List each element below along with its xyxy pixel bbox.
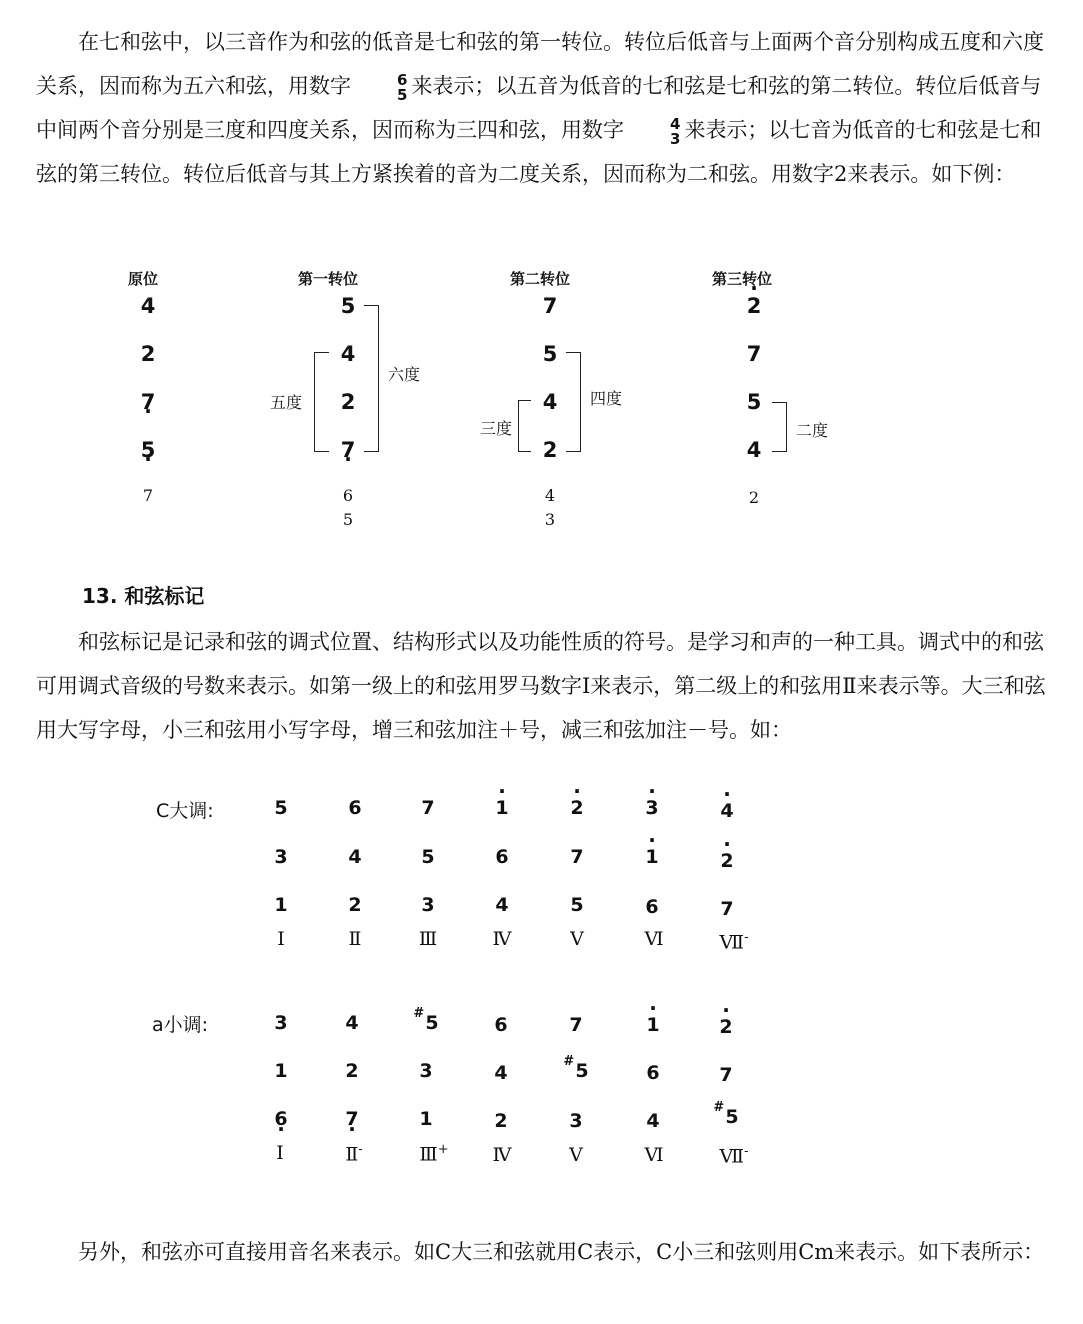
text-segment: 来表示；以五音为低音的七和弦是七和弦的第二转位。转位后低音与中间两个音分别是三度和四度关系，因而称为三四和弦，用数字 [36,74,1042,142]
fifth-label: 五度 [270,393,303,412]
a-roman-2 [332,1142,376,1165]
third-note-2: 7 [746,342,762,366]
a-mid-1: 1 [274,1060,288,1082]
a-bot-7 [711,1100,741,1128]
c-mid-1: 3 [274,846,288,868]
a-mid-4: 4 [494,1062,508,1084]
a-bot-3: 1 [419,1108,433,1130]
c-top-3: 7 [421,797,435,819]
a-roman-3 [412,1142,456,1165]
a-roman-6: Ⅵ [644,1144,664,1166]
roman-numeral: Ⅲ [419,1143,438,1166]
c-roman-1: Ⅰ [277,928,285,950]
c-bot-3: 3 [421,894,435,916]
fraction-bottom: 5 [397,85,408,104]
a-roman-1: Ⅰ [276,1142,284,1164]
roman-numeral: Ⅶ [719,1145,745,1168]
fifth-bracket [314,352,329,452]
diminished-mark: - [358,1142,363,1157]
a-bot-1: 6 · [266,1108,296,1130]
second-interval-bracket [772,402,787,452]
a-top-1: 3 [274,1012,288,1034]
c-top-5: · 2 [562,797,592,819]
first-note-3: 2 [340,390,356,414]
c-roman-4: Ⅳ [492,928,512,950]
second-figure-bottom: 3 [544,510,556,529]
c-mid-4: 6 [495,846,509,868]
note-value: 5 [425,1012,439,1034]
root-title: 原位 [128,270,159,288]
diminished-mark: - [744,930,749,945]
augmented-mark: + [437,1142,449,1157]
c-top-4: · 1 [487,797,517,819]
c-bot-7: 7 [720,898,734,920]
note-value: 5 [725,1106,739,1128]
second-title: 第二转位 [510,270,571,288]
c-mid-2: 4 [348,846,362,868]
a-mid-5 [561,1054,591,1082]
c-bot-5: 5 [570,894,584,916]
figure-fraction-43 [628,114,681,148]
fourth-bracket [566,352,581,452]
c-mid-6: · 1 [637,846,667,868]
third-note-1: · 2 [744,294,764,318]
c-top-1: 5 [274,797,288,819]
text-segment: 来表示；以七音为低音的七和弦是七和弦的第三转位。转位后低音与其上方紧挨着的音为二度关系，因而称为二和弦。用数字2来表示。如下例： [36,118,1042,186]
c-top-6: · 3 [637,797,667,819]
a-roman-7 [712,1144,756,1167]
a-top-2: 4 [345,1012,359,1034]
sharp-sign: # [563,1054,575,1069]
a-mid-6: 6 [646,1062,660,1084]
fourth-label: 四度 [590,389,623,408]
c-roman-6: Ⅵ [644,928,664,950]
c-major-key-label: C大调: [156,800,214,822]
a-bot-6: 4 [646,1110,660,1132]
root-note-2: 2 [140,342,156,366]
second-note-1: 7 [542,294,558,318]
a-top-5: 7 [569,1014,583,1036]
first-note-2: 4 [340,342,356,366]
third-note-3: 5 [746,390,762,414]
paragraph-letter-names: 另外，和弦亦可直接用音名来表示。如C大三和弦就用C表示，C小三和弦则用Cm来表示。如下表所示： [78,1240,1045,1264]
a-roman-4: Ⅳ [492,1144,512,1166]
a-top-7: · 2 [711,1016,741,1038]
a-top-3 [411,1006,441,1034]
roman-numeral: Ⅱ [345,1143,359,1166]
sixth-label: 六度 [388,365,421,384]
c-bot-2: 2 [348,894,362,916]
c-mid-3: 5 [421,846,435,868]
second-interval-label: 二度 [796,421,829,440]
sixth-bracket [364,305,379,452]
c-bot-1: 1 [274,894,288,916]
c-roman-5: Ⅴ [570,928,584,950]
c-mid-5: 7 [570,846,584,868]
a-mid-2: 2 [345,1060,359,1082]
text-segment: 在七和弦中，以三音作为和弦的低音是七和弦的第一转位。转位后低音与上面两个音分别构成五度和六度关系，因而称为五六和弦，用数字 [36,30,1044,98]
a-mid-7: 7 [719,1064,733,1086]
third-note-4: 4 [746,438,762,462]
paragraph-inversions [36,20,1046,196]
second-note-2: 5 [542,342,558,366]
a-mid-3: 3 [419,1060,433,1082]
root-note-4: 5 · [138,438,158,462]
figure-fraction-65 [355,70,408,104]
second-note-4: 2 [542,438,558,462]
a-top-4: 6 [494,1014,508,1036]
second-note-3: 4 [542,390,558,414]
section-heading: 13. 和弦标记 [82,584,205,608]
root-note-1: 4 [140,294,156,318]
first-figure-top: 6 [342,486,354,505]
a-minor-key-label: a小调: [152,1014,209,1036]
root-figure: 7 [142,486,154,505]
diminished-mark: - [744,1144,749,1159]
c-top-2: 6 [348,797,362,819]
a-top-6: · 1 [638,1014,668,1036]
sharp-sign: # [413,1006,425,1021]
first-title: 第一转位 [298,270,359,288]
c-bot-6: 6 [645,896,659,918]
first-note-4: 7 · [338,438,358,462]
second-figure-top: 4 [544,486,556,505]
paragraph-chord-marking: 和弦标记是记录和弦的调式位置、结构形式以及功能性质的符号。是学习和声的一种工具。调式中的和弦可用调式音级的号数来表示。如第一级上的和弦用罗马数字Ⅰ来表示，第二级上的和弦用Ⅱ来表示等。大三和弦用大写字母，小三和弦用小写字母，增三和弦加注＋号，减三和弦加注－号。如： [36,630,1046,742]
a-roman-5: Ⅴ [569,1144,583,1166]
c-roman-7 [712,930,756,953]
first-figure-bottom: 5 [342,510,354,529]
fraction-top: 6 [397,70,408,89]
first-note-1: 5 [340,294,356,318]
third-inv-title: 第三转位 [712,270,773,288]
root-note-3: 7 · [138,390,158,414]
c-mid-7: · 2 [712,850,742,872]
fraction-bottom: 3 [670,129,681,148]
c-roman-3: Ⅲ [418,928,438,950]
c-top-7: · 4 [712,800,742,822]
a-bot-2: 7 · [337,1108,367,1130]
sharp-sign: # [713,1100,725,1115]
third-figure: 2 [748,488,760,507]
a-bot-5: 3 [569,1110,583,1132]
c-roman-2: Ⅱ [348,928,362,950]
c-bot-4: 4 [495,894,509,916]
third-bracket [518,400,531,452]
third-label: 三度 [480,419,513,438]
a-bot-4: 2 [494,1110,508,1132]
fraction-top: 4 [670,114,681,133]
note-value: 5 [575,1060,589,1082]
roman-numeral: Ⅶ [719,931,745,954]
